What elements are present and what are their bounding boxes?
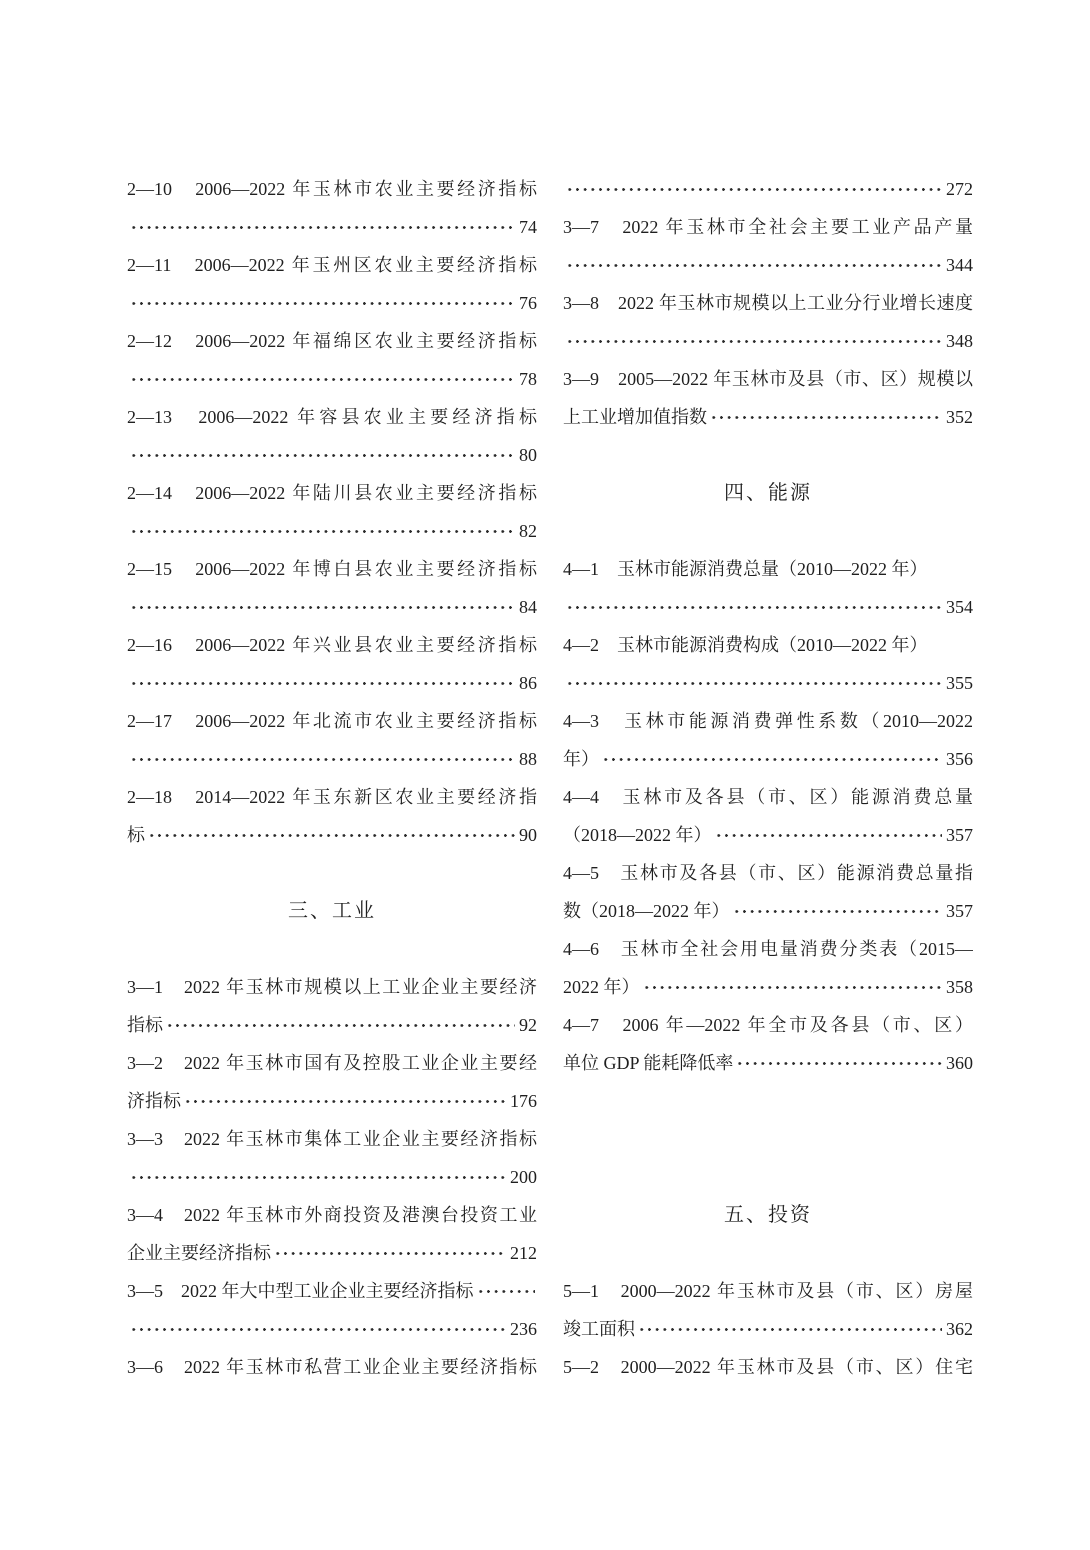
page-number: 362 — [946, 1319, 973, 1339]
toc-entry-title-line: 2—14 2006—2022 年陆川县农业主要经济指标 — [127, 483, 537, 503]
toc-entry-title-line: 5—2 2000—2022 年玉林市及县（市、区）住宅 — [563, 1357, 973, 1377]
dot-leader — [736, 1059, 942, 1068]
toc-entry-continuation-line — [127, 1082, 537, 1120]
dot-leader — [130, 451, 515, 460]
toc-entry-title-line: 2—13 2006—2022 年容县农业主要经济指标 — [127, 407, 537, 427]
page-number: 352 — [946, 407, 973, 427]
dot-leader — [130, 679, 515, 688]
spacer — [563, 512, 973, 550]
toc-dot-leader-line — [127, 1158, 537, 1196]
spacer — [563, 436, 973, 474]
page-number: 176 — [510, 1091, 537, 1111]
toc-dot-leader-line — [563, 322, 973, 360]
page-number: 86 — [519, 673, 537, 693]
toc-entry-text: 上工业增加值指数 — [563, 407, 707, 427]
toc-entry-title-line: 3—2 2022 年玉林市国有及控股工业企业主要经 — [127, 1053, 537, 1073]
toc-entry-text: 济指标 — [127, 1091, 181, 1111]
dot-leader — [566, 337, 942, 346]
toc-entry-title-line: 3—9 2005—2022 年玉林市及县（市、区）规模以 — [563, 369, 973, 389]
toc-entry-title-line: 4—3 玉林市能源消费弹性系数（2010—2022 — [563, 711, 973, 731]
toc-entry-continuation-line — [563, 892, 973, 930]
toc-entry-continuation-line — [563, 968, 973, 1006]
dot-leader — [274, 1249, 506, 1258]
dot-leader — [166, 1021, 515, 1030]
toc-dot-leader-line — [127, 436, 537, 474]
page-number: 82 — [519, 521, 537, 541]
toc-entry-title-line: 2—15 2006—2022 年博白县农业主要经济指标 — [127, 559, 537, 579]
page-number: 200 — [510, 1167, 537, 1187]
toc-dot-leader-line — [127, 512, 537, 550]
dot-leader — [602, 755, 942, 764]
toc-entry-continuation-line — [563, 816, 973, 854]
toc-entry-text: 标 — [127, 825, 145, 845]
dot-leader — [638, 1325, 942, 1334]
dot-leader — [715, 831, 943, 840]
spacer — [563, 1234, 973, 1272]
section-heading: 五、投资 — [724, 1204, 812, 1226]
toc-entry-title-line: 4—1 玉林市能源消费总量（2010—2022 年） — [563, 559, 928, 579]
toc-entry-text: 单位 GDP 能耗降低率 — [563, 1053, 734, 1073]
toc-dot-leader-line — [127, 588, 537, 626]
spacer — [563, 1082, 973, 1120]
toc-entry-continuation-line — [127, 1234, 537, 1272]
page-number: 80 — [519, 445, 537, 465]
section-heading: 三、工业 — [288, 900, 376, 922]
toc-entry-continuation-line — [563, 398, 973, 436]
dot-leader — [148, 831, 515, 840]
toc-dot-leader-line — [127, 208, 537, 246]
toc-dot-leader-line — [127, 284, 537, 322]
toc-entry-title-line: 3—3 2022 年玉林市集体工业企业主要经济指标 — [127, 1129, 537, 1149]
toc-entry-title-line: 2—10 2006—2022 年玉林市农业主要经济指标 — [127, 179, 537, 199]
toc-dot-leader-line — [563, 664, 973, 702]
page-number: 356 — [946, 749, 973, 769]
dot-leader — [184, 1097, 506, 1106]
toc-entry-text: 2022 年） — [563, 977, 640, 997]
page-number: 357 — [946, 825, 973, 845]
toc-entry-title-line: 3—4 2022 年玉林市外商投资及港澳台投资工业 — [127, 1205, 537, 1225]
toc-entry-title-line: 3—7 2022 年玉林市全社会主要工业产品产量 — [563, 217, 973, 237]
toc-entry-title-line: 4—4 玉林市及各县（市、区）能源消费总量 — [563, 787, 973, 807]
dot-leader — [130, 603, 515, 612]
toc-entry-title-line: 2—12 2006—2022 年福绵区农业主要经济指标 — [127, 331, 537, 351]
toc-entry-continuation-line — [563, 740, 973, 778]
page-number: 358 — [946, 977, 973, 997]
page-number: 348 — [946, 331, 973, 351]
dot-leader — [566, 185, 942, 194]
toc-entry-title-line: 3—6 2022 年玉林市私营工业企业主要经济指标 — [127, 1357, 537, 1377]
page-number: 360 — [946, 1053, 973, 1073]
page-number: 212 — [510, 1243, 537, 1263]
toc-entry-continuation-line — [127, 1272, 537, 1310]
spacer — [127, 854, 537, 892]
dot-leader — [130, 299, 515, 308]
toc-entry-title-line: 4—5 玉林市及各县（市、区）能源消费总量指 — [563, 863, 973, 883]
toc-entry-continuation-line — [563, 1044, 973, 1082]
toc-dot-leader-line — [127, 664, 537, 702]
toc-entry-continuation-line — [127, 816, 537, 854]
spacer — [563, 1158, 973, 1196]
page-number: 92 — [519, 1015, 537, 1035]
dot-leader — [130, 755, 515, 764]
page-number: 354 — [946, 597, 973, 617]
spacer — [563, 1120, 973, 1158]
toc-entry-text: （2018—2022 年） — [563, 825, 712, 845]
toc-entry-title-line: 3—1 2022 年玉林市规模以上工业企业主要经济 — [127, 977, 537, 997]
page-number: 84 — [519, 597, 537, 617]
spacer — [127, 930, 537, 968]
toc-entry-title-line: 4—7 2006 年—2022 年全市及各县（市、区） — [563, 1015, 973, 1035]
toc-entry-text: 数（2018—2022 年） — [563, 901, 730, 921]
dot-leader — [130, 1173, 506, 1182]
page-number: 74 — [519, 217, 537, 237]
toc-entry-title-line: 2—18 2014—2022 年玉东新区农业主要经济指 — [127, 787, 537, 807]
dot-leader — [733, 907, 943, 916]
toc-dot-leader-line — [563, 170, 973, 208]
toc-column-left — [127, 170, 537, 1386]
toc-entry-text: 竣工面积 — [563, 1319, 635, 1339]
dot-leader — [710, 413, 942, 422]
toc-entry-text: 年） — [563, 749, 599, 769]
toc-entry-continuation-line — [563, 1310, 973, 1348]
dot-leader — [566, 603, 942, 612]
page-number: 344 — [946, 255, 973, 275]
toc-entry-title-line: 4—6 玉林市全社会用电量消费分类表（2015— — [563, 939, 973, 959]
toc-entry-title-line: 2—11 2006—2022 年玉州区农业主要经济指标 — [127, 255, 537, 275]
toc-entry-title-line: 5—1 2000—2022 年玉林市及县（市、区）房屋 — [563, 1281, 973, 1301]
toc-entry-title-line: 2—16 2006—2022 年兴业县农业主要经济指标 — [127, 635, 537, 655]
dot-leader — [477, 1287, 536, 1296]
page-number: 355 — [946, 673, 973, 693]
toc-entry-text: 企业主要经济指标 — [127, 1243, 271, 1263]
page-number: 236 — [510, 1319, 537, 1339]
toc-entry-text: 3—5 2022 年大中型工业企业主要经济指标 — [127, 1281, 474, 1301]
dot-leader — [130, 527, 515, 536]
toc-entry-continuation-line — [127, 1006, 537, 1044]
toc-entry-text: 指标 — [127, 1015, 163, 1035]
dot-leader — [566, 261, 942, 270]
section-heading: 四、能源 — [724, 482, 812, 504]
page-number: 272 — [946, 179, 973, 199]
dot-leader — [566, 679, 942, 688]
dot-leader — [130, 1325, 506, 1334]
toc-dot-leader-line — [563, 588, 973, 626]
page-number: 90 — [519, 825, 537, 845]
toc-dot-leader-line — [127, 1310, 537, 1348]
page-number: 357 — [946, 901, 973, 921]
toc-column-right — [563, 170, 973, 1386]
toc-dot-leader-line — [127, 360, 537, 398]
toc-entry-title-line: 4—2 玉林市能源消费构成（2010—2022 年） — [563, 635, 928, 655]
toc-entry-title-line: 2—17 2006—2022 年北流市农业主要经济指标 — [127, 711, 537, 731]
toc-dot-leader-line — [563, 246, 973, 284]
page-number: 76 — [519, 293, 537, 313]
toc-dot-leader-line — [127, 740, 537, 778]
dot-leader — [643, 983, 943, 992]
dot-leader — [130, 223, 515, 232]
page-number: 78 — [519, 369, 537, 389]
dot-leader — [130, 375, 515, 384]
page-number: 88 — [519, 749, 537, 769]
toc-entry-title-line: 3—8 2022 年玉林市规模以上工业分行业增长速度 — [563, 293, 973, 313]
